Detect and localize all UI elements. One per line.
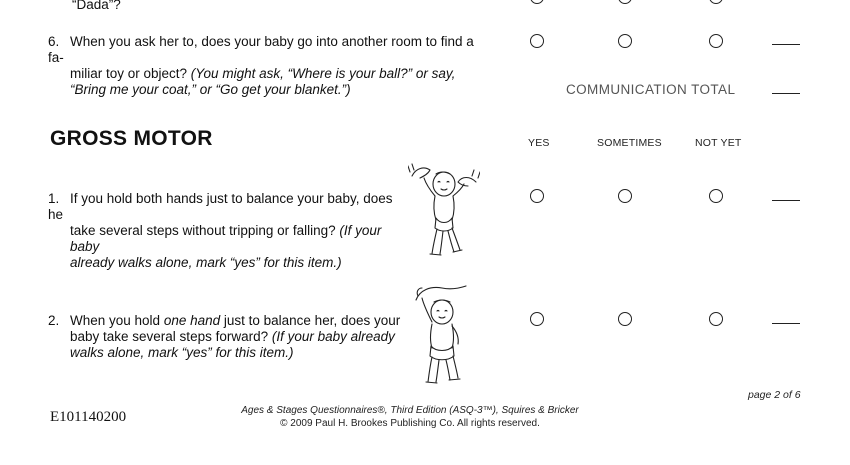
question-6-italic-example: (You might ask, “Where is your ball?” or say, bbox=[190, 66, 456, 81]
question-2-line-1-italic: one hand bbox=[163, 313, 221, 328]
gross-motor-q2-yes-radio[interactable] bbox=[530, 312, 544, 326]
communication-q6-not-yet-radio[interactable] bbox=[709, 34, 723, 48]
gross-motor-q1-sometimes-radio[interactable] bbox=[618, 189, 632, 203]
question-1-line-2-italic: (If your baby bbox=[70, 223, 382, 254]
communication-question-6 bbox=[48, 34, 488, 98]
question-1-line-3: already walks alone, mark “yes” for this item.) bbox=[70, 255, 342, 270]
page-number: page 2 of 6 bbox=[748, 389, 801, 401]
question-number: 1. bbox=[48, 191, 60, 206]
question-2-line-3: walks alone, mark “yes” for this item.) bbox=[70, 345, 294, 360]
question-6-line-2: miliar toy or object? bbox=[70, 66, 191, 81]
question-number: 6. bbox=[48, 34, 60, 49]
gross-motor-title: GROSS MOTOR bbox=[50, 127, 213, 150]
prev-question-yes-radio[interactable] bbox=[530, 0, 544, 4]
gross-motor-q1-not-yet-radio[interactable] bbox=[709, 189, 723, 203]
footer-line-1: Ages & Stages Questionnaires®, Third Edition (ASQ-3™), Squires & Bricker bbox=[241, 405, 579, 416]
question-2-line-2: baby take several steps forward? bbox=[70, 329, 272, 344]
footer-line-2: © 2009 Paul H. Brookes Publishing Co. All rights reserved. bbox=[280, 418, 540, 429]
column-header-sometimes: SOMETIMES bbox=[597, 137, 662, 149]
question-1-line-2: take several steps without tripping or falling? bbox=[70, 223, 340, 238]
question-2-line-1a: When you hold bbox=[70, 313, 164, 328]
gross-motor-q1-score-line[interactable] bbox=[772, 200, 800, 201]
baby-both-hands-held-illustration bbox=[408, 162, 480, 262]
column-header-yes: YES bbox=[528, 137, 550, 149]
copyright-footer bbox=[210, 404, 610, 430]
previous-question-tail: “Dada”? bbox=[72, 0, 121, 12]
gross-motor-q2-not-yet-radio[interactable] bbox=[709, 312, 723, 326]
column-header-not-yet: NOT YET bbox=[695, 137, 742, 149]
question-number: 2. bbox=[48, 313, 60, 328]
question-2-line-2-italic: (If your baby already bbox=[271, 329, 395, 344]
communication-q6-sometimes-radio[interactable] bbox=[618, 34, 632, 48]
communication-q6-score-line[interactable] bbox=[772, 44, 800, 45]
gross-motor-q2-sometimes-radio[interactable] bbox=[618, 312, 632, 326]
communication-total-label: COMMUNICATION TOTAL bbox=[566, 82, 736, 97]
prev-question-not-yet-radio[interactable] bbox=[709, 0, 723, 4]
question-6-line-1: When you ask her to, does your baby go into another room to find a fa- bbox=[48, 34, 474, 65]
gross-motor-q2-score-line[interactable] bbox=[772, 323, 800, 324]
communication-total-score-line[interactable] bbox=[772, 93, 800, 94]
prev-question-sometimes-radio[interactable] bbox=[618, 0, 632, 4]
form-code: E101140200 bbox=[50, 409, 127, 425]
communication-q6-yes-radio[interactable] bbox=[530, 34, 544, 48]
gross-motor-question-2 bbox=[48, 313, 408, 361]
baby-one-hand-held-illustration bbox=[412, 284, 470, 388]
question-1-line-1: If you hold both hands just to balance your baby, does he bbox=[48, 191, 393, 222]
gross-motor-question-1 bbox=[48, 191, 408, 271]
gross-motor-q1-yes-radio[interactable] bbox=[530, 189, 544, 203]
question-6-line-3: “Bring me your coat,” or “Go get your blanket.”) bbox=[70, 82, 351, 97]
question-2-line-1b: just to balance her, does your bbox=[220, 313, 401, 328]
